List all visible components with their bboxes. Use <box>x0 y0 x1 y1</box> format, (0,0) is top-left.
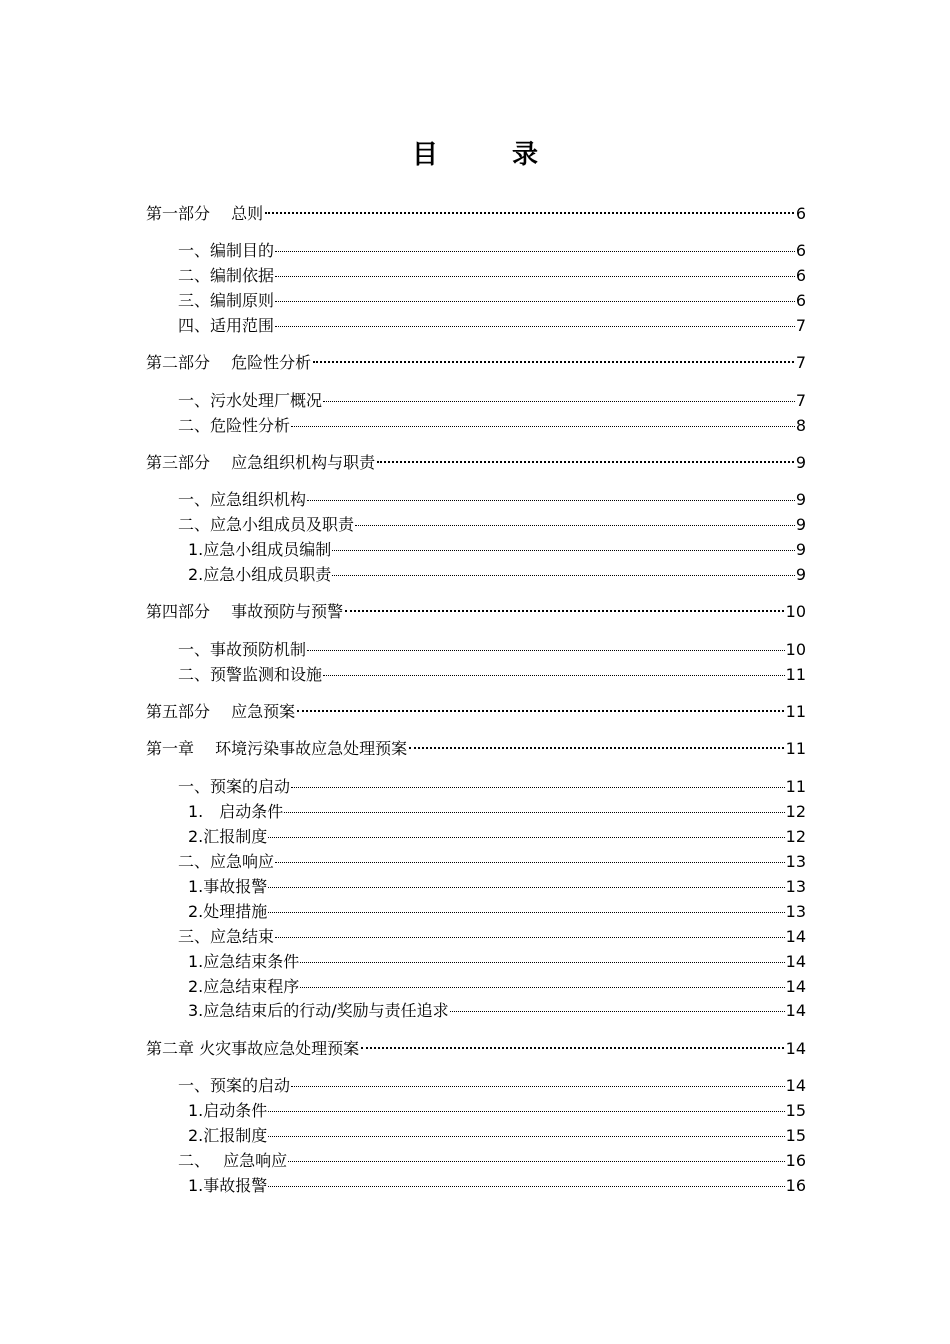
dot-leader <box>268 1111 784 1112</box>
toc-page-number: 8 <box>795 416 806 435</box>
toc-page-number: 12 <box>785 802 806 821</box>
toc-title: 目 录 <box>411 140 562 170</box>
toc-page-number: 11 <box>785 665 806 684</box>
dot-leader <box>307 650 785 651</box>
toc-entry-label: 第三部分 应急组织机构与职责 <box>146 453 376 472</box>
toc-entry-label: 1.事故报警 <box>188 877 268 896</box>
toc-entry-section[interactable] <box>178 664 806 686</box>
dot-leader <box>288 1161 785 1162</box>
toc-entry-part[interactable] <box>146 701 806 723</box>
toc-page-number: 13 <box>785 877 806 896</box>
toc-entry-label: 第一部分 总则 <box>146 204 264 223</box>
dot-leader <box>268 1186 784 1187</box>
dot-leader <box>275 862 785 863</box>
dot-leader <box>355 525 795 526</box>
toc-entry-label: 2.处理措施 <box>188 902 268 921</box>
toc-entry-section[interactable] <box>178 265 806 287</box>
toc-entry-chapter[interactable] <box>146 738 806 760</box>
toc-page-number: 16 <box>785 1176 806 1195</box>
dot-leader <box>268 887 784 888</box>
dot-leader <box>307 500 795 501</box>
dot-leader <box>323 401 795 402</box>
dot-leader <box>268 912 784 913</box>
toc-entry-label: 二、危险性分析 <box>178 416 291 435</box>
toc-entry-label: 1.应急小组成员编制 <box>188 540 332 559</box>
toc-entry-section[interactable] <box>178 240 806 262</box>
toc-entry-subsection[interactable] <box>188 564 806 586</box>
toc-entry-label: 一、预案的启动 <box>178 1076 291 1095</box>
toc-page-number: 16 <box>785 1151 806 1170</box>
dot-leader <box>332 575 795 576</box>
toc-page-number: 15 <box>785 1126 806 1145</box>
dot-leader <box>361 1047 784 1049</box>
toc-page-number: 13 <box>785 852 806 871</box>
toc-entry-label: 三、应急结束 <box>178 927 275 946</box>
toc-entry-label: 2.汇报制度 <box>188 827 268 846</box>
toc-entry-subsection[interactable] <box>188 539 806 561</box>
toc-page-number: 7 <box>795 353 806 372</box>
toc-entry-part[interactable] <box>146 601 806 623</box>
dot-leader <box>275 251 795 252</box>
toc-page-number: 6 <box>795 241 806 260</box>
toc-page-number: 7 <box>795 316 806 335</box>
toc-entry-label: 二、应急响应 <box>178 852 275 871</box>
toc-page-number: 10 <box>785 602 806 621</box>
dot-leader <box>300 962 784 963</box>
toc-entry-label: 3.应急结束后的行动/奖励与责任追求 <box>188 1001 449 1020</box>
toc-entry-subsection[interactable] <box>188 1175 806 1197</box>
dot-leader <box>377 461 794 463</box>
toc-page-number: 9 <box>795 490 806 509</box>
toc-entry-label: 2.应急小组成员职责 <box>188 565 332 584</box>
toc-entry-part[interactable] <box>146 203 806 225</box>
toc-page-number: 11 <box>785 702 806 721</box>
toc-entry-label: 第二部分 危险性分析 <box>146 353 312 372</box>
toc-page-number: 15 <box>785 1101 806 1120</box>
toc-page-number: 9 <box>795 515 806 534</box>
toc-entry-label: 一、应急组织机构 <box>178 490 307 509</box>
toc-entry-subsection[interactable] <box>188 976 806 998</box>
toc-page-number: 11 <box>785 777 806 796</box>
toc-entry-section[interactable] <box>178 390 806 412</box>
toc-entry-label: 1.启动条件 <box>188 1101 268 1120</box>
toc-entry-subsection[interactable] <box>188 901 806 923</box>
toc-page-number: 6 <box>795 291 806 310</box>
toc-entry-label: 1. 启动条件 <box>188 802 284 821</box>
toc-entry-section[interactable] <box>178 415 806 437</box>
toc-entry-label: 三、编制原则 <box>178 291 275 310</box>
toc-entry-label: 1.事故报警 <box>188 1176 268 1195</box>
dot-leader <box>275 276 795 277</box>
dot-leader <box>275 301 795 302</box>
toc-entry-section[interactable] <box>178 1075 806 1097</box>
dot-leader <box>332 550 795 551</box>
dot-leader <box>275 326 795 327</box>
toc-entry-label: 2.应急结束程序 <box>188 977 300 996</box>
toc-page-number: 14 <box>785 927 806 946</box>
dot-leader <box>300 987 784 988</box>
toc-entry-section[interactable] <box>178 514 806 536</box>
toc-entry-section[interactable] <box>178 489 806 511</box>
dot-leader <box>265 212 794 214</box>
toc-entry-section[interactable] <box>178 776 806 798</box>
toc-entry-label: 1.应急结束条件 <box>188 952 300 971</box>
toc-page-number: 6 <box>795 266 806 285</box>
toc-entry-label: 二、预警监测和设施 <box>178 665 323 684</box>
toc-entry-part[interactable] <box>146 452 806 474</box>
toc-entry-subsection[interactable] <box>188 826 806 848</box>
dot-leader <box>291 426 795 427</box>
toc-page-number: 14 <box>785 977 806 996</box>
dot-leader <box>268 837 784 838</box>
toc-page-number: 13 <box>785 902 806 921</box>
dot-leader <box>323 675 785 676</box>
dot-leader <box>284 812 784 813</box>
toc-entry-label: 第二章 火灾事故应急处理预案 <box>146 1039 360 1058</box>
toc-entry-chapter[interactable] <box>146 1038 806 1060</box>
dot-leader <box>297 710 784 712</box>
toc-page-number: 14 <box>785 1076 806 1095</box>
toc-page-number: 11 <box>785 739 806 758</box>
toc-entry-subsection[interactable] <box>188 1125 806 1147</box>
toc-entry-label: 一、编制目的 <box>178 241 275 260</box>
toc-entry-section[interactable] <box>178 290 806 312</box>
toc-entry-subsection[interactable] <box>188 876 806 898</box>
toc-entry-label: 二、编制依据 <box>178 266 275 285</box>
toc-entry-section[interactable] <box>178 926 806 948</box>
dot-leader <box>291 1086 785 1087</box>
toc-entry-label: 二、 应急响应 <box>178 1151 288 1170</box>
toc-entry-subsection[interactable] <box>188 951 806 973</box>
toc-page-number: 14 <box>785 1001 806 1020</box>
dot-leader <box>450 1011 785 1012</box>
toc-entry-label: 二、应急小组成员及职责 <box>178 515 355 534</box>
toc-entry-label: 一、事故预防机制 <box>178 640 307 659</box>
toc-page-number: 7 <box>795 391 806 410</box>
toc-page-number: 9 <box>795 540 806 559</box>
toc-page-number: 12 <box>785 827 806 846</box>
dot-leader <box>291 787 785 788</box>
dot-leader <box>313 361 794 363</box>
toc-page-number: 9 <box>795 565 806 584</box>
toc-entry-part[interactable] <box>146 352 806 374</box>
toc-entry-section[interactable] <box>178 639 806 661</box>
toc-page-number: 9 <box>795 453 806 472</box>
toc-entry-label: 一、污水处理厂概况 <box>178 391 323 410</box>
toc-entry-label: 四、适用范围 <box>178 316 275 335</box>
dot-leader <box>268 1136 784 1137</box>
toc-entry-label: 第四部分 事故预防与预警 <box>146 602 344 621</box>
toc-entry-subsection[interactable] <box>188 801 806 823</box>
toc-entry-label: 一、预案的启动 <box>178 777 291 796</box>
toc-entry-label: 第五部分 应急预案 <box>146 702 296 721</box>
toc-page-number: 14 <box>785 952 806 971</box>
toc-page-number: 14 <box>785 1039 806 1058</box>
dot-leader <box>275 937 785 938</box>
toc-entry-label: 2.汇报制度 <box>188 1126 268 1145</box>
dot-leader <box>345 610 784 612</box>
toc-page-number: 10 <box>785 640 806 659</box>
toc-entry-section[interactable] <box>178 1150 806 1172</box>
toc-entry-section[interactable] <box>178 851 806 873</box>
toc-entry-subsection[interactable] <box>188 1000 806 1022</box>
toc-page-number: 6 <box>795 204 806 223</box>
toc-entry-subsection[interactable] <box>188 1100 806 1122</box>
toc-entry-section[interactable] <box>178 315 806 337</box>
toc-entry-label: 第一章 环境污染事故应急处理预案 <box>146 739 408 758</box>
dot-leader <box>409 747 784 749</box>
